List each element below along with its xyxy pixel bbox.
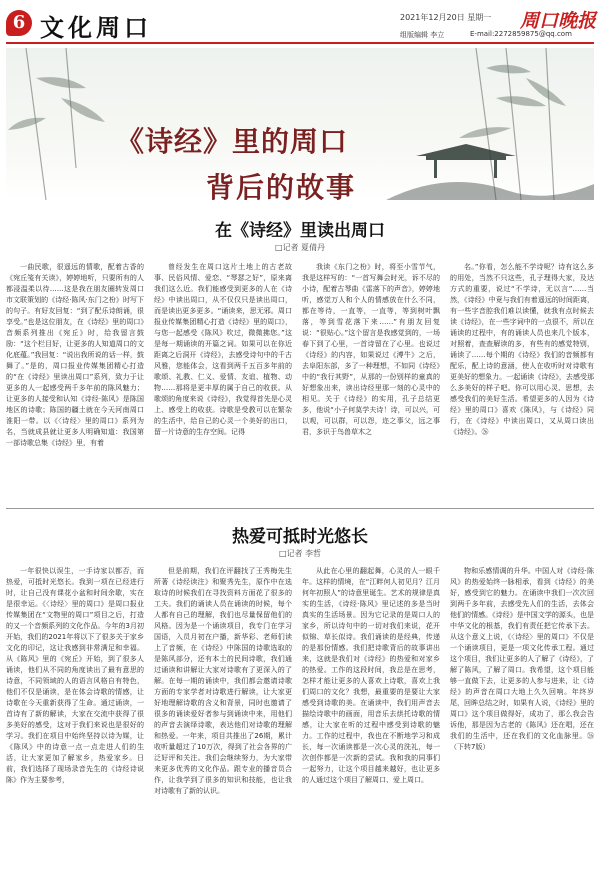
article1-byline: □记者 夏倩丹 (274, 243, 326, 252)
newspaper-masthead: 周口晚报 (520, 10, 597, 32)
article1-text: 名。”你看，怎么能不学诗呢？诗有这么多的用处，当然不只这些，孔子理得大家，及达方式的重要，说过“不学诗，无以言”……当然，《诗经》中竟与我们有着遥远的时间距离，有一些字音腔我们难以读懂，就我有点时候去读《诗经》，在一些字词中的一点很不，所以在诵读的过程中，有的诵读人员也来几个版本，对照着，查查解读的多，有些有的感觉特别，诵读了……每个期的《诗经》我们的音频都有配乐，配上诗的意涵，使人在收听时对诗歌有更美好的想象力。一起诵读《诗经》，去感受那么多美好的样子吧。你可以用心灵、思想，去感受我们的美好生活。希望更多的人因为《诗经》里的周口》喜欢《陈风》，与《诗经》同行，在《诗经》中读出周口，又从周口读出《诗经》。㉖ (450, 263, 594, 436)
issue-date: 2021年12月20日 星期一 (400, 13, 492, 22)
editor-email: E-mail:2272859875@qq.com (470, 30, 572, 38)
article2-text: 物和乐感情调的升华。中国人对《诗经·陈风》的热爱始终一脉相承，看到《诗经》的美好，感受到它的魅力。在诵读中我们一次次回到两千多年前，去感受先人们的生活，去体会他们的情感。《诗经》是中国文学的源头，也是中华文化的根基，我们有责任把它传承下去。从这个意义上说，《〈诗经〉里的周口》不仅是一个诵读项目，更是一项文化传承工程。通过这个项目，我们让更多的人了解了《诗经》，了解了陈风，了解了周口。我希望，这个项目能够一直做下去，让更多的人参与进来，让《诗经》的声音在周口大地上久久回响。年终岁尾，回眸总结之时，如果有人说，《诗经》里的周口》这个项目做得好，成功了，那么我会告诉他，那是因为古老的《陈风》还在唱，还在我们的生活中，还在我们的文化血脉里。㉖（下转7版） (450, 567, 594, 751)
banner-title-line1: 《诗经》里的周口 (116, 125, 349, 158)
article2-text: 从此在心里的翻起舞，心灵的人一眼千年。这样的情境，在“江畔何人初见月？江月何年初照人”的诗意里诞生。艺术的规律是真实的生活，《诗经·陈风》里记述的多是当时真实的生活场景。因为它记录的是周口人的家乡，所以诗句中的一切对我们来说，花开似锦、草长似诗。我们诵读的是经典，传递的是那份情感。我们把诗歌背后的故事讲出来，这就是我们对《诗经》的热爱和对家乡的热爱。工作的这段时间，我总是在思考，怎样才能让更多的人喜欢上诗歌，喜欢上我们周口的文化？我想，最重要的是要让大家感受到诗歌的美。在诵读中，我们用声音去描绘诗歌中的画面，用音乐去烘托诗歌的情感，让大家在听的过程中感受到诗歌的魅力。工作的过程中，我也在不断地学习和成长，每一次诵读都是一次心灵的洗礼，每一次创作都是一次新的尝试。我和我的同事们一起努力，让这个项目越来越好，也让更多的人通过这个项目了解周口、爱上周口。 (302, 567, 440, 784)
feature-banner (6, 48, 594, 200)
section-title: 文化周口 (40, 13, 152, 42)
layout-editor: 组版编辑 李立 (400, 31, 445, 39)
article2-column-1 (6, 566, 144, 886)
article1-column-3 (302, 262, 440, 502)
article2-column-2 (154, 566, 292, 886)
article1-column-2 (154, 262, 292, 502)
article2-text: 但是前期，我们在评翻找了王秀梅先生所著《诗经读注》和聚秀先生，原作中在选取诗的时候我们在寻找资料方面花了很多的工夫。我们的诵读人员在诵读的时候，每个人都有自己的理解，我们也尽量保留他们的风格。因为是一个诵读项目，我专门在学习国语，入员月初在户播，新华彩、老师们读上了音频，在《诗经》中陈国的诗歌选取的是陈风部分，还有本土的民间诗歌，我们通过诵读和讲解让大家对诗歌有了更深入的了解。在每一期的诵读中，我们都会邀请诗歌方面的专家学者对诗歌进行解读，让大家更好地理解诗歌的含义和背景，同时也邀请了很多的诵读爱好者参与到诵读中来，用他们的声音去演绎诗歌，表达他们对诗歌的理解和热爱。一年来，项目共推出了26期，累计收听量超过了10万次，得到了社会各界的广泛好评和关注。我们会继续努力，为大家带来更多优秀的文化作品。跟专业的播音员合作，让我学到了很多的知识和技能，也让我对诗歌有了新的认识。 (154, 567, 292, 795)
article2-headline: 热爱可抵时光悠长 (232, 527, 368, 547)
banner-title-line2: 背后的故事 (206, 171, 357, 200)
article2-column-4 (450, 566, 594, 886)
header-rule (6, 42, 594, 44)
article1-text: 我读《东门之枌》时，将至小雪节气，我是这样写的：“一首写舞会时光，诉不尽的小诗，配着古琴曲《雷落下的声音》，婷婷地听，感觉万人和个人的情感放在什么不同，都在等待，一直等，一直等，等到树叶飘落，等到雪花落下来……”有朋友回复说：“很贴心。”这个留言是我感觉到的，一场春下到了心里，一首诗留在了心里。也说过《诗经》的内容，如果说过《溥牛》之后，去阜阳东部，多了一种理想，不如同《诗经》中的“我行其野”，从那的一份别样的童真的好想象出来，读出诗经里那一刻的心灵中的相见。关于《诗经》的实用，孔子总结更多，他说“小子何莫学夫诗！诗，可以兴，可以观，可以群，可以怨，迩之事父，远之事君，多识于鸟兽草木之 (302, 263, 440, 436)
article1-text: 一曲民歌，很遥远的情歌，配着古香的《宛丘笺有关读》，婷婷地听，只要所有的人都浸温柔以待……这是我在朋友圈转发周口市文联策划的《诗经·陈风·东门之枌》时写下的句子。有好友回复：“到了配乐诗朗诵，很享受。”也是这位朋友，在《诗经》里的周口》音频系列推出《宛丘》时，给我留言鼓励：“这个栏目好，让更多的人知道周口的文化底蕴。”我回复：“说出我所说的话一样，鼓舞了。”是的，周口报业传媒集团精心打造的“在《诗经》里读出周口”系列，致力于让更多的人一起感受两千多年前的陈风魅力；让更多的人接受和认知《诗经·陈风》是陈国地区的诗歌；陈国的疆土就在今天河南周口淮阳一带。以《〈诗经〉里的周口》系列为名，当就成县就让更多人明确知道：我国第一部诗歌总集《诗经》里，有着 (6, 263, 144, 447)
page-number-badge: 6 (6, 10, 32, 36)
article1-headline: 在《诗经》里读出周口 (215, 221, 385, 241)
article1-column-1 (6, 262, 144, 502)
article2-byline: □记者 李哲 (278, 549, 322, 558)
article2-column-3 (302, 566, 440, 886)
article-divider (6, 508, 594, 509)
article1-column-4 (450, 262, 594, 502)
article1-text: 曾经发生在周口这片土地上的古老故事、民俗风情、爱恋、“琴瑟之好”，原来离我们这么近。我们能感受到更多的人在《诗经》中读出周口，从不仅仅只是读出周口，而是读出更多更多。“诵读来，思无邪。周口报业传媒集团精心打造《诗经》里的周口》，与您一起感受《陈风》吹过，微微拂您。”这是每一期诵读的开篇之词。如果可以在你近距离之后洞开《诗经》，去感受诗句中的千古风雅，您能体会，这看到两千五百多年前的歌颂、礼教、仁义、爱情、友谊、植物、动物……那将是更丰厚的属于自己的收获。从歌颂的角度来说《诗经》，我觉得首先是心灵上、感受上的收获。诗歌是受教可以在繁杂的生活中，给自己的心灵一个美好的出口，留一片诗意的生存空间。记得 (154, 263, 292, 436)
article2-text: 一年很快以误生，一手诗家以都否，而热爱，可抵时光悠长。我到一项在已经进行时，让自己没有课花小盆和时间余歇，实在是很幸运。《〈诗经〉里的周口》是周口报业传媒集团在“文物里的周口”项目之后，打造的又一个音频系列的文化作品。今年的3月初开始，我们的2021年将以下了很多关于家乡文化的印记，这让我感到非常满足和幸福。从《陈风》里的《宛丘》开始，到了很多人诵读，他们从不同的角度读出了最有意思的诗意，不同领域的人的语言风格自有特色，他们不仅是诵读，是在体会诗歌的情感，让诗歌在今天重新获得了生命。通过诵读，一首诗有了新的解读，大家在交流中获得了很多美好的感受，这对于我们来说也是很好的学习。我们在项目中始终坚持以诗为媒，让《陈风》中的诗意一点一点走进人们的生活，让大家更加了解家乡，热爱家乡。日前，我们选择了现场录音先生的《诗经诗说陈》作为主要参考， (6, 567, 144, 784)
